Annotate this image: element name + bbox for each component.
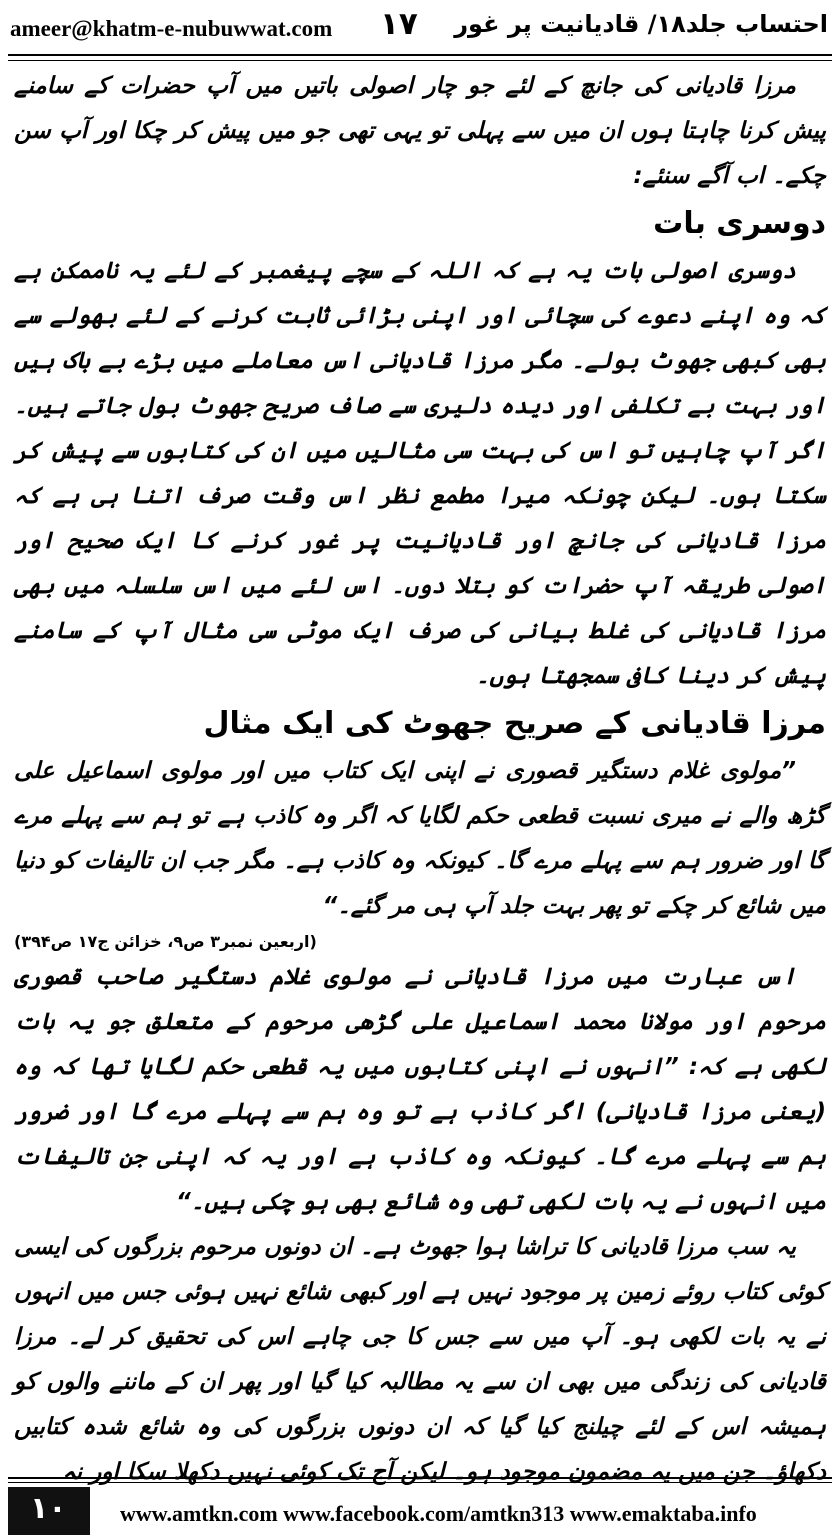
header-page-number: ۱۷ <box>380 6 418 42</box>
paragraph-second-point: دوسری اصولی بات یہ ہے کہ اللہ کے سچے پیغمبر کے لئے یہ ناممکن ہے کہ وہ اپنے دعوے کی سچائی اور اپنی بڑائی ثابت کرنے کے لئے بھولے سے بھی کبھی جھوٹ بولے۔ مگر مرزا قادیانی اس معاملے میں بڑے بے باک ہیں اور بہت بے تکلفی اور دیدہ دلیری سے صاف صریح جھوٹ بول جاتے ہیں۔ اگر آپ چاہیں تو اس کی بہت سی مثالیں میں ان کی کتابوں سے پیش کر سکتا ہوں۔ لیکن چونکہ میرا مطمع نظر اس وقت صرف اتنا ہی ہے کہ مرزا قادیانی کی جانچ اور قادیانیت پر غور کرنے کا ایک صحیح اور اصولی طریقہ آپ حضرات کو بتلا دوں۔ اس لئے میں اس سلسلہ میں بھی مرزا قادیانی کی غلط بیانی کی صرف ایک موٹی سی مثال آپ کے سامنے پیش کر دینا کافی سمجھتا ہوں۔ <box>14 258 826 689</box>
paragraph-intro: مرزا قادیانی کی جانچ کے لئے جو چار اصولی باتیں میں آپ حضرات کے سامنے پیش کرنا چاہتا ہوں ان میں سے پہلی تو یہی تھی جو میں پیش کر چکا اور آپ سن چکے۔ اب آگے سنئے: <box>14 73 826 189</box>
footer-rule-thin <box>8 1482 832 1483</box>
page-body <box>14 64 826 1485</box>
header-title: احتساب جلد۱۸/ قادیانیت پر غور <box>454 10 828 38</box>
footer-links: www.amtkn.com www.facebook.com/amtkn313 www.emaktaba.info <box>120 1501 757 1526</box>
footer-page-number: ۱۰ <box>30 1491 67 1526</box>
paragraph-quotation: ”مولوی غلام دستگیر قصوری نے اپنی ایک کتاب میں اور مولوی اسماعیل علی گڑھ والے نے میری نسبت قطعی حکم لگایا کہ اگر وہ کاذب ہے تو ہم سے پہلے مرے گا اور ضرور ہم سے پہلے مرے گا۔ کیونکہ وہ کاذب ہے۔ مگر جب ان تالیفات کو دنیا میں شائع کر چکے تو پھر بہت جلد آپ ہی مر گئے۔“ <box>14 758 826 919</box>
header-email: ameer@khatm-e-nubuwwat.com <box>10 16 333 41</box>
quotation-reference: (اربعین نمبر۳ ص۹، خزائن ج۱۷ ص۳۹۴) <box>14 932 317 951</box>
paragraph-analysis: اس عبارت میں مرزا قادیانی نے مولوی غلام دستگیر صاحب قصوری مرحوم اور مولانا محمد اسماعیل علی گڑھی مرحوم کے متعلق جو یہ بات لکھی ہے کہ: ”انہوں نے اپنی کتابوں میں یہ قطعی حکم لگایا تھا کہ وہ (یعنی مرزا قادیانی) اگر کاذب ہے تو وہ ہم سے پہلے مرے گا اور ضرور ہم سے پہلے مرے گا۔ کیونکہ وہ کاذب ہے اور یہ کہ اپنی جن تالیفات میں انہوں نے یہ بات لکھی تھی وہ شائع بھی ہو چکی ہیں۔“ <box>14 964 826 1215</box>
header-rule-thin <box>8 60 832 61</box>
page-footer <box>0 1465 840 1540</box>
footer-rule <box>8 1477 832 1479</box>
header-rule <box>8 54 832 56</box>
heading-example: مرزا قادیانی کے صریح جھوٹ کی ایک مثال <box>203 706 826 741</box>
page-header <box>0 0 840 62</box>
paragraph-conclusion: یہ سب مرزا قادیانی کا تراشا ہوا جھوٹ ہے۔ ان دونوں مرحوم بزرگوں کی ایسی کوئی کتاب روئے زمین پر موجود نہیں ہے اور کبھی شائع نہیں ہوئی جس میں انہوں نے یہ بات لکھی ہو۔ آپ میں سے جس کا جی چاہے اس کی تحقیق کر لے۔ مرزا قادیانی کی زندگی میں بھی ان سے یہ مطالبہ کیا گیا اور پھر ان کے ماننے والوں کو ہمیشہ اس کے لئے چیلنج کیا گیا کہ ان دونوں بزرگوں کی وہ شائع شدہ کتابیں دکھاؤ۔ جن میں یہ مضمون موجود ہو۔ لیکن آج تک کوئی نہیں دکھلا سکا اور نہ <box>14 1234 826 1485</box>
heading-second-point: دوسری بات <box>653 206 826 241</box>
